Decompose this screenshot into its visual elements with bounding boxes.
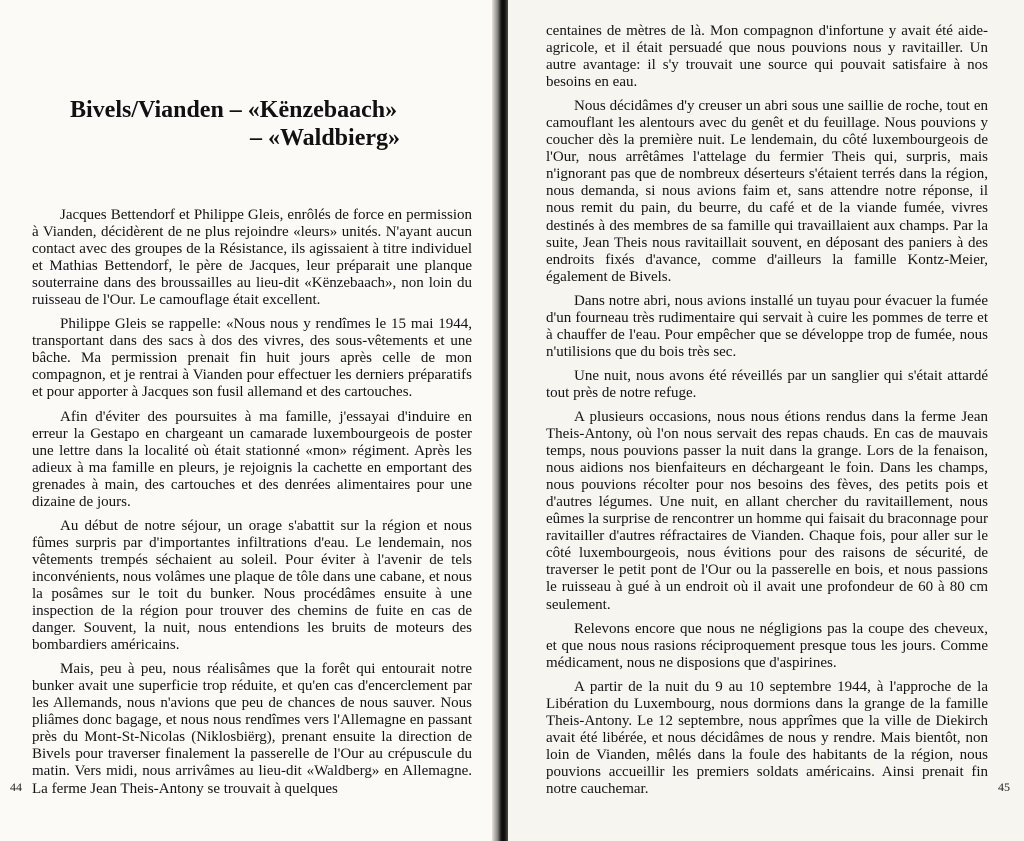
paragraph: Jacques Bettendorf et Philippe Gleis, enrôlés de force en permission à Vianden, décidèrent de ne plus rejoindre «leurs» unités. N'ayant aucun contact avec des groupes de la Résistance, ils agissaient à titre individuel et Mathias Bettendorf, le père de Jacques, leur préparait une planque souterraine dans des broussailles au lieu-dit «Kënzebaach», non loin du ruisseau de l'Our. Le camouflage était excellent. bbox=[32, 207, 472, 309]
left-page bbox=[0, 0, 496, 841]
page-number-right: 45 bbox=[998, 780, 1010, 794]
chapter-title-line-1: Bivels/Vianden – «Kënzebaach» bbox=[70, 97, 398, 123]
paragraph: Dans notre abri, nous avions installé un tuyau pour évacuer la fumée d'un fourneau très rudimentaire qui servait à cuire les pommes de terre et à chauffer de l'eau. Pour empêcher que se développe trop de fumée, nous n'utilisions que du bois très sec. bbox=[546, 292, 988, 360]
paragraph: A plusieurs occasions, nous nous étions rendus dans la ferme Jean Theis-Antony, où l'on nous servait des repas chauds. En cas de mauvais temps, nous pouvions passer la nuit dans la grange. Lors de la fenaison, nous aidions nos bienfaiteurs en déchargeant le foin. Dans les champs, nous pouvions récolter pour nos besoins des fèves, des petits pois et d'autres légumes. Une nuit, en allant chercher du ravitaillement, nous eûmes la surprise de rencontrer un homme qui faisait du braconnage pour ravitailler d'autres réfractaires de Vianden. Chaque fois, pour aller sur le côté luxembourgeois, nous évitions pour des raisons de sécurité, de traverser le petit pont de l'Our ou la passerelle en bois, et nous passions le ruisseau à gué à un endroit où il avait une profondeur de 60 à 80 cm seulement. bbox=[546, 408, 988, 613]
right-page-body bbox=[546, 23, 988, 805]
paragraph: centaines de mètres de là. Mon compagnon d'infortune y avait été aide-agricole, et il était persuadé que nous pouvions nous y ravitailler. Un autre avantage: il s'y trouvait une source qui pouvait satisfaire à nos besoins en eau. bbox=[546, 23, 988, 91]
paragraph: Philippe Gleis se rappelle: «Nous nous y rendîmes le 15 mai 1944, transportant dans des sacs à dos des vivres, des sous-vêtements et une bâche. Ma permission prenait fin huit jours après celle de mon compagnon, et je rentrai à Vianden pour effectuer les derniers préparatifs et pour apporter à Jacques son fusil allemand et des cartouches. bbox=[32, 316, 472, 401]
left-page-body bbox=[32, 207, 472, 805]
paragraph: Mais, peu à peu, nous réalisâmes que la forêt qui entourait notre bunker avait une superficie trop réduite, et qu'en cas d'encerclement par les Allemands, nous n'avions que peu de chances de nous sauver. Nous pliâmes donc bagage, et nous nous rendîmes vers l'Allemagne en passant près du Mont-St-Nicolas (Niklosbiërg), prenant ensuite la direction de Bivels pour traverser finalement la passerelle de l'Our au crépuscule du matin. Vers midi, nous arrivâmes au lieu-dit «Waldberg» en Allemagne. La ferme Jean Theis-Antony se trouvait à quelques bbox=[32, 661, 472, 797]
paragraph: Au début de notre séjour, un orage s'abattit sur la région et nous fûmes surpris par d'importantes infiltrations d'eau. Le lendemain, nos vêtements trempés séchaient au soleil. Pour éviter à l'avenir de tels inconvénients, nous volâmes une plaque de tôle dans une cabane, et nous la posâmes sur le toit du bunker. Nous procédâmes ensuite à une inspection de la région pour trouver des chemins de fuite en cas de danger. Souvent, la nuit, nous entendions les bruits de moteurs des bombardiers américains. bbox=[32, 517, 472, 654]
paragraph: Nous décidâmes d'y creuser un abri sous une saillie de roche, tout en camouflant les alentours avec du genêt et du feuillage. Nous pouvions y coucher dès la première nuit. Le lendemain, du côté luxembourgeois de l'Our, nous arrêtâmes l'attelage du fermier Theis qui, surpris, mais n'ignorant pas que de nombreux déserteurs s'étaient terrés dans la région, nous demanda, si nous avions faim et, sans attendre notre réponse, il nous remit du pain, du beurre, du café et de la viande fumée, vivres destinés à des membres de sa famille qui travaillaient aux champs. Par la suite, Jean Theis nous ravitaillait souvent, en déposant des paniers à des endroits fixés d'avance, comme d'ailleurs la famille Kontz-Meier, également de Bivels. bbox=[546, 98, 988, 285]
paragraph: Afin d'éviter des poursuites à ma famille, j'essayai d'induire en erreur la Gestapo en chargeant un camarade luxembourgeois de poster une lettre dans la localité où était stationné «mon» régiment. Après les adieux à ma famille en pleurs, je rejoignis la cachette en emportant des grenades à main, des cartouches et des denrées alimentaires pour une dizaine de jours. bbox=[32, 408, 472, 510]
paragraph: Relevons encore que nous ne négligions pas la coupe des cheveux, et que nous nous rasions réciproquement presque tous les jours. Comme médicament, nous ne disposions que d'aspirines. bbox=[546, 620, 988, 671]
right-page bbox=[508, 0, 1024, 841]
page-number-left: 44 bbox=[10, 780, 22, 794]
paragraph: Une nuit, nous avons été réveillés par un sanglier qui s'était attardé tout près de notre refuge. bbox=[546, 367, 988, 401]
paragraph: A partir de la nuit du 9 au 10 septembre 1944, à l'approche de la Libération du Luxembourg, nous dormions dans la grange de la famille Theis-Antony. Le 12 septembre, nous apprîmes que la ville de Diekirch avait été libérée, et nous décidâmes de nous y rendre. Mais bientôt, non loin de Vianden, mêlés dans la foule des habitants de la région, nous pouvions accueillir les premiers soldats américains. Ainsi prenait fin notre cauchemar. bbox=[546, 678, 988, 797]
chapter-title bbox=[70, 96, 400, 152]
chapter-title-line-2: – «Waldbierg» bbox=[249, 125, 400, 151]
